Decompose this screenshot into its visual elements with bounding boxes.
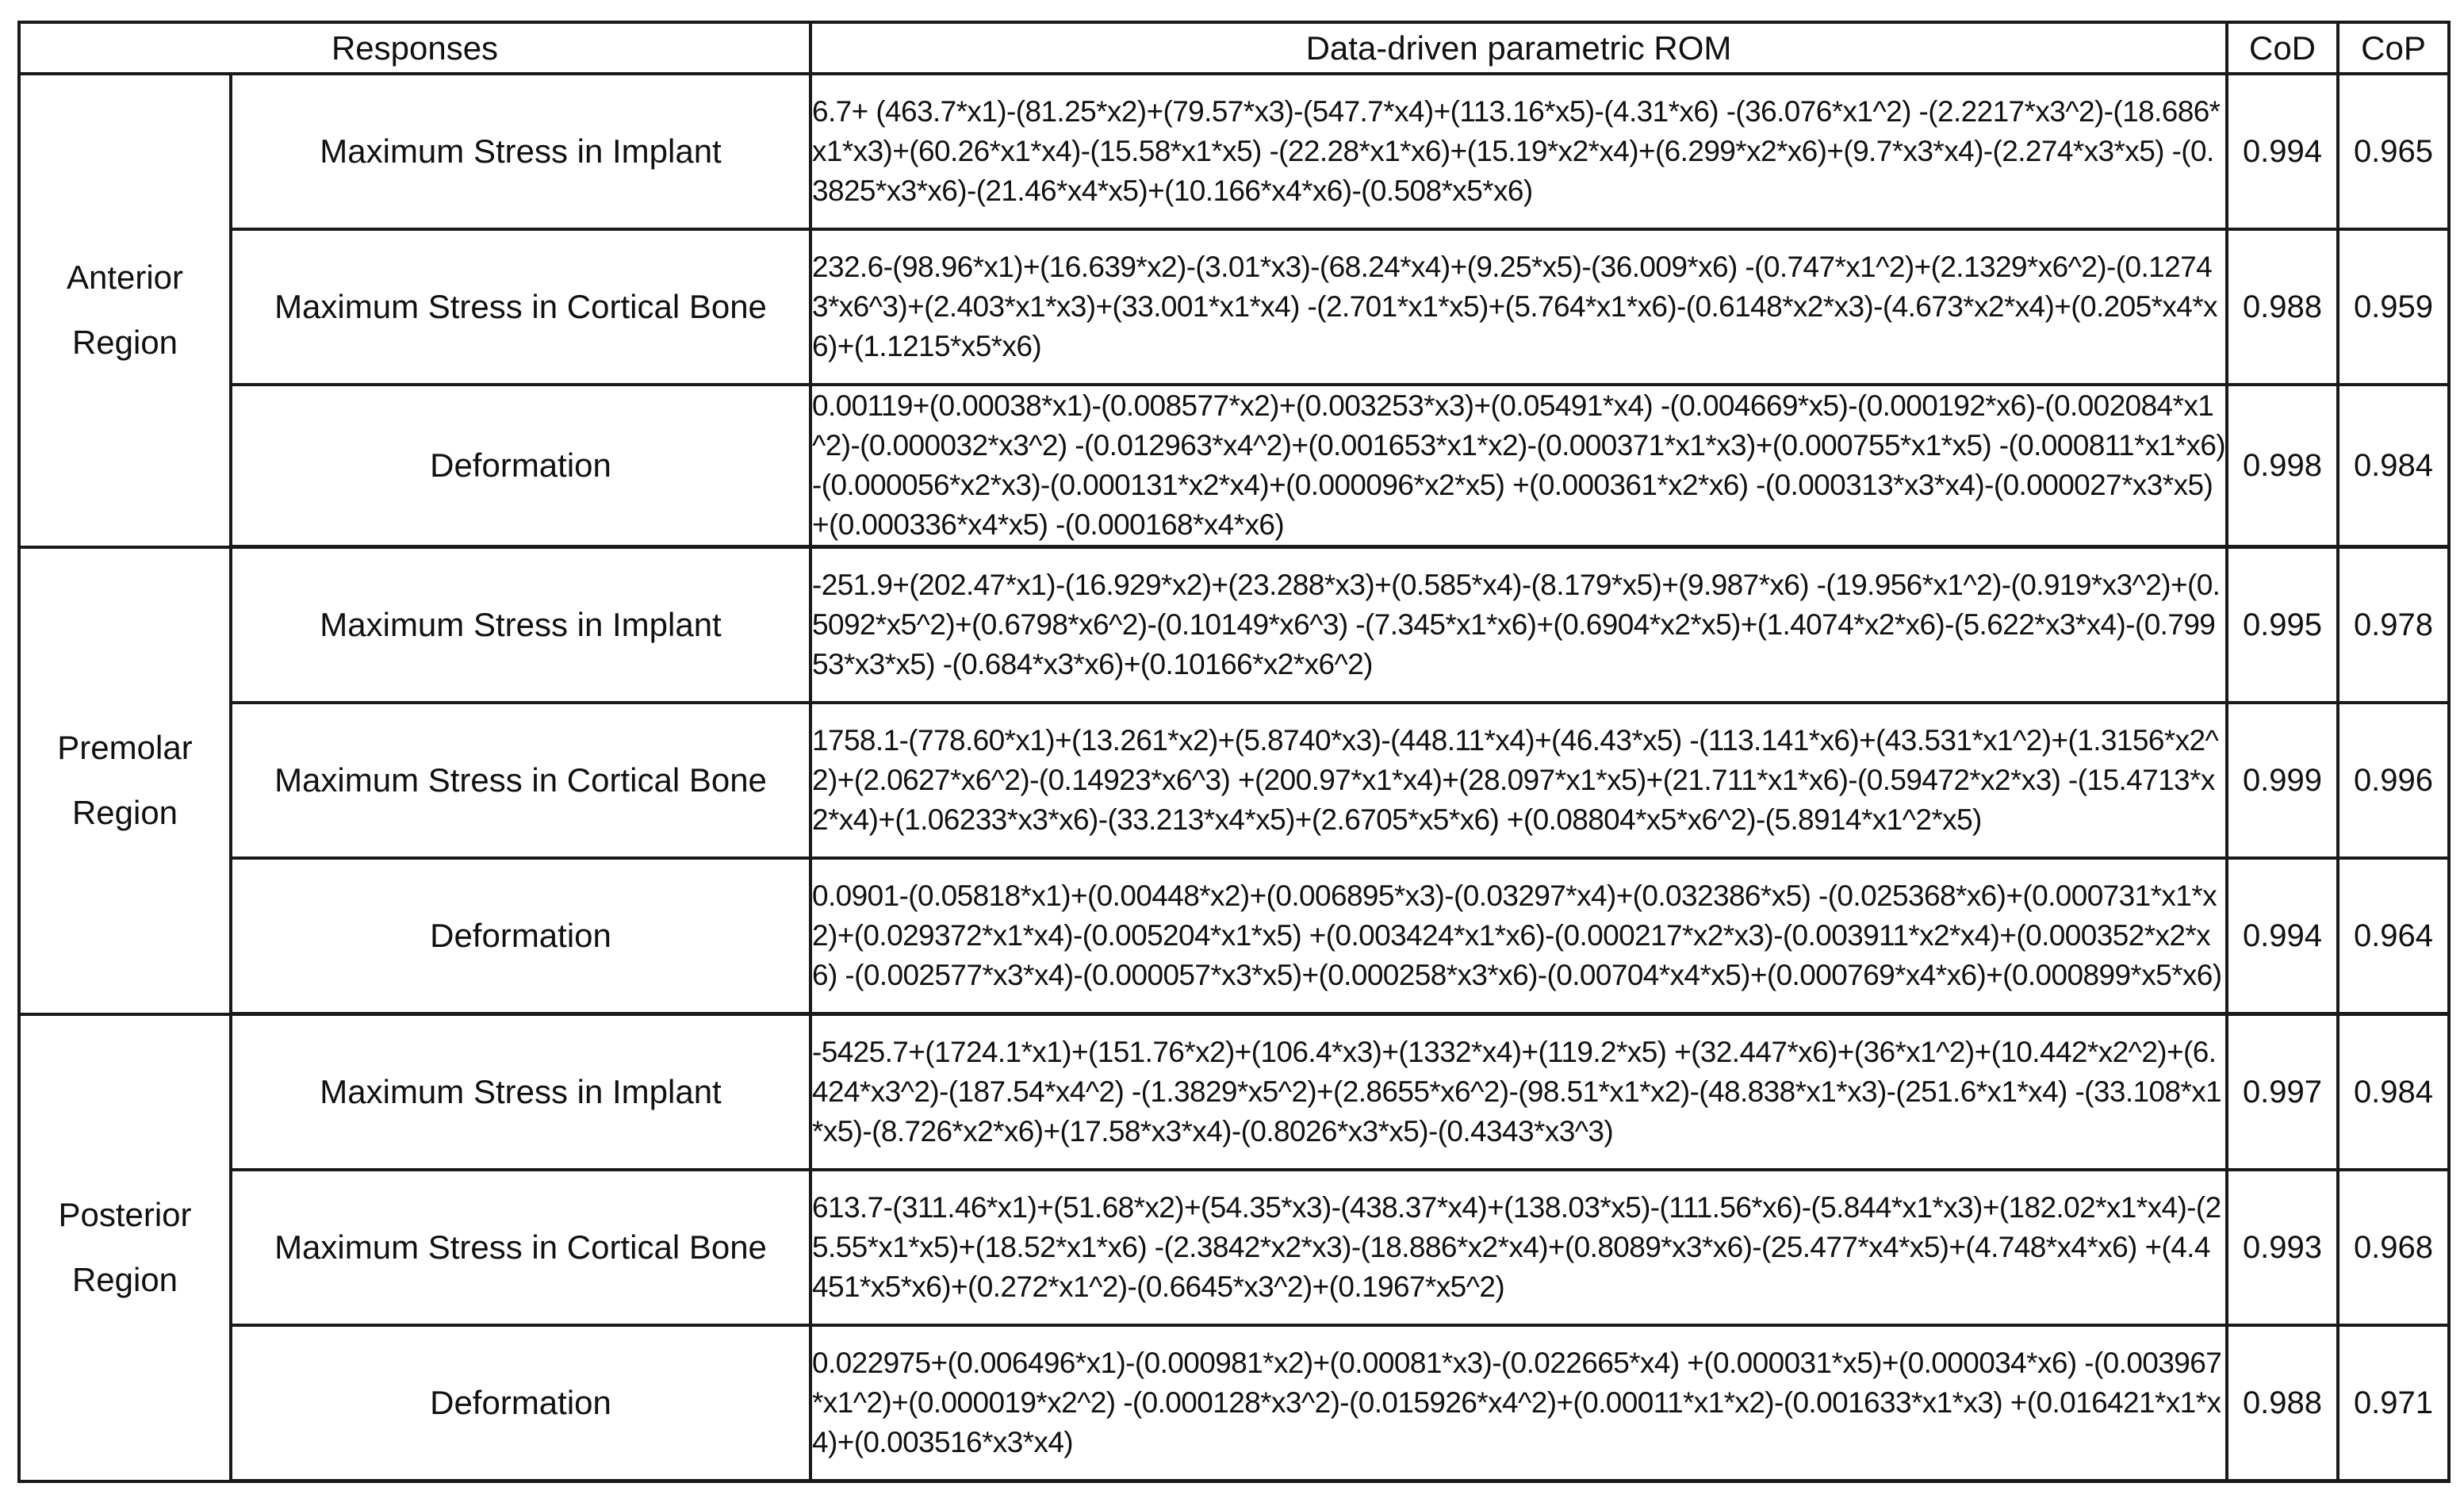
region-label-line1: Anterior [66, 259, 184, 297]
rom-formula: 0.00119+(0.00038*x1)-(0.008577*x2)+(0.003253*x3)+(0.05491*x4) -(0.004669*x5)-(0.000192*x6)-(0.002084*x1^2)-(0.000032*x3^2) -(0.012963*x4^2)+(0.001653*x1*x2)-(0.000371*x1*x3)+(0.000755*x1*x5) -(0.000811*x1*x6)-(0.000056*x2*x3)-(0.000131*x2*x4)+(0.000096*x2*x5) +(0.000361*x2*x6) -(0.000313*x3*x4)-(0.000027*x3*x5)+(0.000336*x4*x5) -(0.000168*x4*x6) [810, 385, 2227, 547]
cop-value: 0.964 [2338, 858, 2449, 1014]
table-row [19, 385, 2449, 547]
cop-value: 0.984 [2338, 385, 2449, 547]
header-responses: Responses [19, 22, 810, 74]
table-row [19, 74, 2449, 229]
response-label: Deformation [231, 1325, 810, 1481]
table-row [19, 703, 2449, 858]
table-row [19, 1170, 2449, 1325]
cod-value: 0.988 [2227, 1325, 2338, 1481]
response-label: Deformation [231, 858, 810, 1014]
cod-value: 0.994 [2227, 74, 2338, 229]
cop-value: 0.968 [2338, 1170, 2449, 1325]
rom-formula: -251.9+(202.47*x1)-(16.929*x2)+(23.288*x3)+(0.585*x4)-(8.179*x5)+(9.987*x6) -(19.956*x1^2)-(0.919*x3^2)+(0.5092*x5^2)+(0.6798*x6^2)-(0.10149*x6^3) -(7.345*x1*x6)+(0.6904*x2*x5)+(1.4074*x2*x6)-(5.622*x3*x4)-(0.79953*x3*x5) -(0.684*x3*x6)+(0.10166*x2*x6^2) [810, 547, 2227, 703]
response-label: Maximum Stress in Implant [231, 1014, 810, 1171]
response-label: Maximum Stress in Cortical Bone [231, 703, 810, 858]
table-row [19, 1325, 2449, 1481]
rom-formula: 0.0901-(0.05818*x1)+(0.00448*x2)+(0.006895*x3)-(0.03297*x4)+(0.032386*x5) -(0.025368*x6)+(0.000731*x1*x2)+(0.029372*x1*x4)-(0.005204*x1*x5) +(0.003424*x1*x6)-(0.000217*x2*x3)-(0.003911*x2*x4)+(0.000352*x2*x6) -(0.002577*x3*x4)-(0.000057*x3*x5)+(0.000258*x3*x6)-(0.00704*x4*x5)+(0.000769*x4*x6)+(0.000899*x5*x6) [810, 858, 2227, 1014]
rom-formula: 1758.1-(778.60*x1)+(13.261*x2)+(5.8740*x3)-(448.11*x4)+(46.43*x5) -(113.141*x6)+(43.531*x1^2)+(1.3156*x2^2)+(2.0627*x6^2)-(0.14923*x6^3) +(200.97*x1*x4)+(28.097*x1*x5)+(21.711*x1*x6)-(0.59472*x2*x3) -(15.4713*x2*x4)+(1.06233*x3*x6)-(33.213*x4*x5)+(2.6705*x5*x6) +(0.08804*x5*x6^2)-(5.8914*x1^2*x5) [810, 703, 2227, 858]
cod-value: 0.997 [2227, 1014, 2338, 1171]
region-label-line2: Region [71, 324, 178, 362]
region-label-line1: Premolar [57, 729, 193, 766]
rom-formula: 613.7-(311.46*x1)+(51.68*x2)+(54.35*x3)-(438.37*x4)+(138.03*x5)-(111.56*x6)-(5.844*x1*x3)+(182.02*x1*x4)-(25.55*x1*x5)+(18.52*x1*x6) -(2.3842*x2*x3)-(18.886*x2*x4)+(0.8089*x3*x6)-(25.477*x4*x5)+(4.748*x4*x6) +(4.4451*x5*x6)+(0.272*x1^2)-(0.6645*x3^2)+(0.1967*x5^2) [810, 1170, 2227, 1325]
region-label-line2: Region [71, 1261, 178, 1298]
region-label-line1: Posterior [58, 1196, 192, 1233]
cop-value: 0.965 [2338, 74, 2449, 229]
region-label-line2: Region [71, 794, 178, 831]
response-label: Maximum Stress in Implant [231, 74, 810, 229]
rom-formula: 6.7+ (463.7*x1)-(81.25*x2)+(79.57*x3)-(547.7*x4)+(113.16*x5)-(4.31*x6) -(36.076*x1^2) -(2.2217*x3^2)-(18.686*x1*x3)+(60.26*x1*x4)-(15.58*x1*x5) -(22.28*x1*x6)+(15.19*x2*x4)+(6.299*x2*x6)+(9.7*x3*x4)-(2.274*x3*x5) -(0.3825*x3*x6)-(21.46*x4*x5)+(10.166*x4*x6)-(0.508*x5*x6) [810, 74, 2227, 229]
table-row [19, 229, 2449, 385]
table-row [19, 858, 2449, 1014]
cop-value: 0.959 [2338, 229, 2449, 385]
table-row [19, 547, 2449, 703]
region-cell-anterior [19, 74, 231, 547]
response-label: Deformation [231, 385, 810, 547]
cod-value: 0.994 [2227, 858, 2338, 1014]
cod-value: 0.993 [2227, 1170, 2338, 1325]
header-cod: CoD [2227, 22, 2338, 74]
region-cell-premolar [19, 547, 231, 1014]
response-label: Maximum Stress in Cortical Bone [231, 1170, 810, 1325]
header-rom: Data-driven parametric ROM [810, 22, 2227, 74]
response-label: Maximum Stress in Cortical Bone [231, 229, 810, 385]
rom-table [17, 21, 2451, 1483]
cod-value: 0.988 [2227, 229, 2338, 385]
rom-formula: 232.6-(98.96*x1)+(16.639*x2)-(3.01*x3)-(68.24*x4)+(9.25*x5)-(36.009*x6) -(0.747*x1^2)+(2.1329*x6^2)-(0.12743*x6^3)+(2.403*x1*x3)+(33.001*x1*x4) -(2.701*x1*x5)+(5.764*x1*x6)-(0.6148*x2*x3)-(4.673*x2*x4)+(0.205*x4*x6)+(1.1215*x5*x6) [810, 229, 2227, 385]
header-cop: CoP [2338, 22, 2449, 74]
cop-value: 0.978 [2338, 547, 2449, 703]
cod-value: 0.998 [2227, 385, 2338, 547]
rom-formula: 0.022975+(0.006496*x1)-(0.000981*x2)+(0.00081*x3)-(0.022665*x4) +(0.000031*x5)+(0.000034*x6) -(0.003967*x1^2)+(0.000019*x2^2) -(0.000128*x3^2)-(0.015926*x4^2)+(0.00011*x1*x2)-(0.001633*x1*x3) +(0.016421*x1*x4)+(0.003516*x3*x4) [810, 1325, 2227, 1481]
rom-formula: -5425.7+(1724.1*x1)+(151.76*x2)+(106.4*x3)+(1332*x4)+(119.2*x5) +(32.447*x6)+(36*x1^2)+(10.442*x2^2)+(6.424*x3^2)-(187.54*x4^2) -(1.3829*x5^2)+(2.8655*x6^2)-(98.51*x1*x2)-(48.838*x1*x3)-(251.6*x1*x4) -(33.108*x1*x5)-(8.726*x2*x6)+(17.58*x3*x4)-(0.8026*x3*x5)-(0.4343*x3^3) [810, 1014, 2227, 1171]
response-label: Maximum Stress in Implant [231, 547, 810, 703]
cod-value: 0.999 [2227, 703, 2338, 858]
cop-value: 0.971 [2338, 1325, 2449, 1481]
cop-value: 0.996 [2338, 703, 2449, 858]
table-row [19, 1014, 2449, 1171]
cod-value: 0.995 [2227, 547, 2338, 703]
header-row [19, 22, 2449, 74]
cop-value: 0.984 [2338, 1014, 2449, 1171]
region-cell-posterior [19, 1014, 231, 1481]
